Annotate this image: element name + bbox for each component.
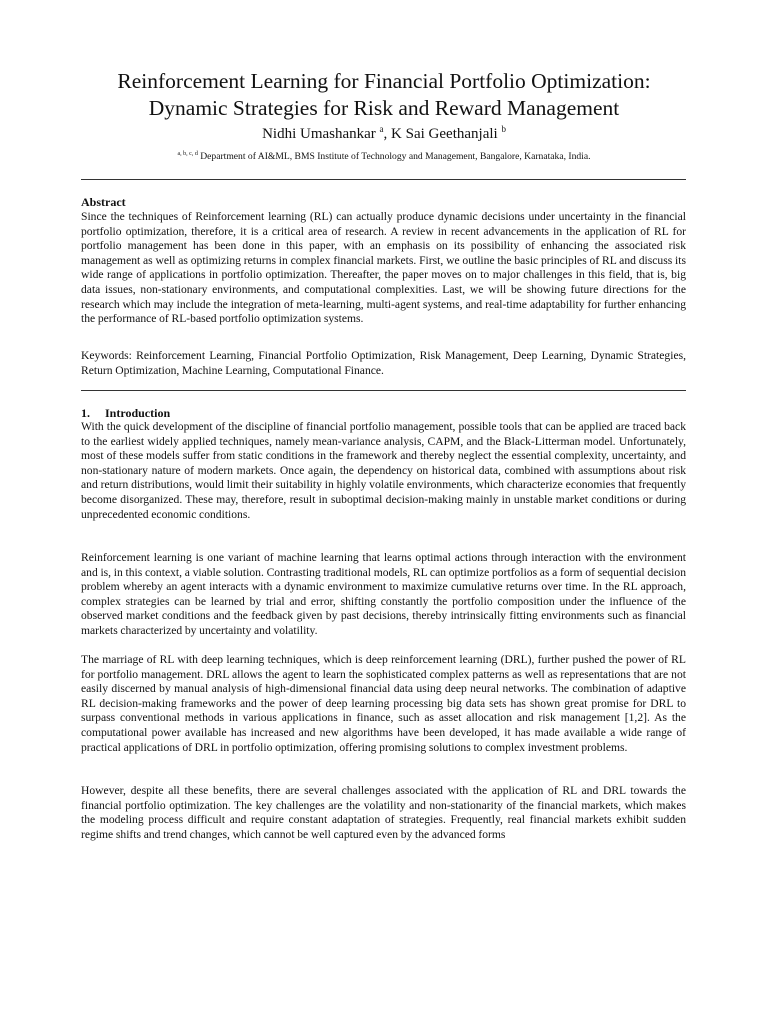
author-list xyxy=(60,125,708,143)
bottom-divider xyxy=(81,390,686,391)
author-name: K Sai Geethanjali xyxy=(391,126,498,142)
body-paragraph: However, despite all these benefits, there are several challenges associated with the application of RL and DRL towards the financial portfolio optimization. The key challenges are the volatility and non-stationarity of the financial markets, which makes the modeling process difficult and require constant adaptation of strategies. Frequently, real financial markets exhibit sudden regime shifts and trend changes, which cannot be well captured even by the advanced forms xyxy=(81,784,686,841)
body-paragraph: With the quick development of the discipline of financial portfolio management, possible tools that can be applied are traced back to the earliest widely applied techniques, namely mean-variance analysis, CAPM, and the Black-Litterman model. Unfortunately, most of these models suffer from static conditions in the framework and thereby neglect the essential complexity, uncertainty, and non-stationary nature of modern markets. Once again, the dependency on historical data, combined with assumptions about risk and return distributions, would limit their suitability in highly volatile environments, which characterize economies that frequently become disorganized. These may, therefore, result in suboptimal decision-making mainly in unstable market conditions or during unprecedented economic conditions. xyxy=(81,420,686,521)
abstract-heading: Abstract xyxy=(81,195,126,209)
section-title: Introduction xyxy=(105,406,171,420)
section-number: 1. xyxy=(81,406,90,420)
title-line-1: Reinforcement Learning for Financial Portfolio Optimization: xyxy=(117,69,651,93)
author-separator: , xyxy=(383,126,392,142)
affiliation xyxy=(60,151,708,163)
author-name: Nidhi Umashankar xyxy=(262,126,376,142)
title-line-2: Dynamic Strategies for Risk and Reward Management xyxy=(148,96,620,120)
keywords: Keywords: Reinforcement Learning, Financial Portfolio Optimization, Risk Management, Deep Learning, Dynamic Strategies, Return Optimization, Machine Learning, Computational Finance. xyxy=(81,349,686,377)
author-affiliation-mark: a xyxy=(379,124,384,134)
top-divider xyxy=(81,179,686,180)
affiliation-text: Department of AI&ML, BMS Institute of Technology and Management, Bangalore, Karnataka, India. xyxy=(200,151,591,162)
author-affiliation-mark: b xyxy=(501,124,506,134)
affiliation-marks: a, b, c, d xyxy=(177,151,198,157)
body-paragraph: Reinforcement learning is one variant of machine learning that learns optimal actions through interaction with the environment and is, in this context, a viable solution. Contrasting traditional models, RL can optimize portfolios as a form of sequential decision problem whereby an agent interacts with a dynamic environment to maximize cumulative returns over time. In the RL approach, complex strategies can be learned by trial and error, shifting constantly the portfolio composition under the influence of the observed market conditions and the feedback given by past decisions, thereby intrinsically fitting environments such as financial markets characterized by uncertainty and volatility. xyxy=(81,551,686,637)
body-paragraph: The marriage of RL with deep learning techniques, which is deep reinforcement learning (DRL), further pushed the power of RL for portfolio management. DRL allows the agent to learn the sophisticated complex patterns as well as representations that are not easily discerned by manual analysis of high-dimensional financial data using deep neural networks. The combination of adaptive RL decision-making frameworks and the power of deep learning processing big data sets has shown great promise for DRL to surpass conventional methods in various applications in finance, such as asset allocation and risk management [1,2]. As the computational power available has increased and new algorithms have been developed, it has made available a wide range of practical applications of DRL in portfolio optimization, offering promising solutions to complex investment problems. xyxy=(81,653,686,754)
section-heading xyxy=(81,406,170,420)
abstract-text: Since the techniques of Reinforcement learning (RL) can actually produce dynamic decisions under uncertainty in the financial portfolio optimization, therefore, it is a critical area of research. A review in recent advancements in the application of RL for portfolio management has been done in this paper, with an emphasis on its possibility of enhancing the associated risk management as well as optimizing returns in complex financial markets. First, we outline the basic principles of RL and discuss its wide range of applications in portfolio optimization. Thereafter, the paper moves on to major challenges in this field, that is, big data issues, non-stationary environments, and computational complexities. Last, we will be showing future directions for the research which may include the integration of meta-learning, multi-agent systems, and real-time adaptability for further enhancing the performance of RL-based portfolio optimization systems. xyxy=(81,210,686,326)
paper-title xyxy=(60,68,708,122)
